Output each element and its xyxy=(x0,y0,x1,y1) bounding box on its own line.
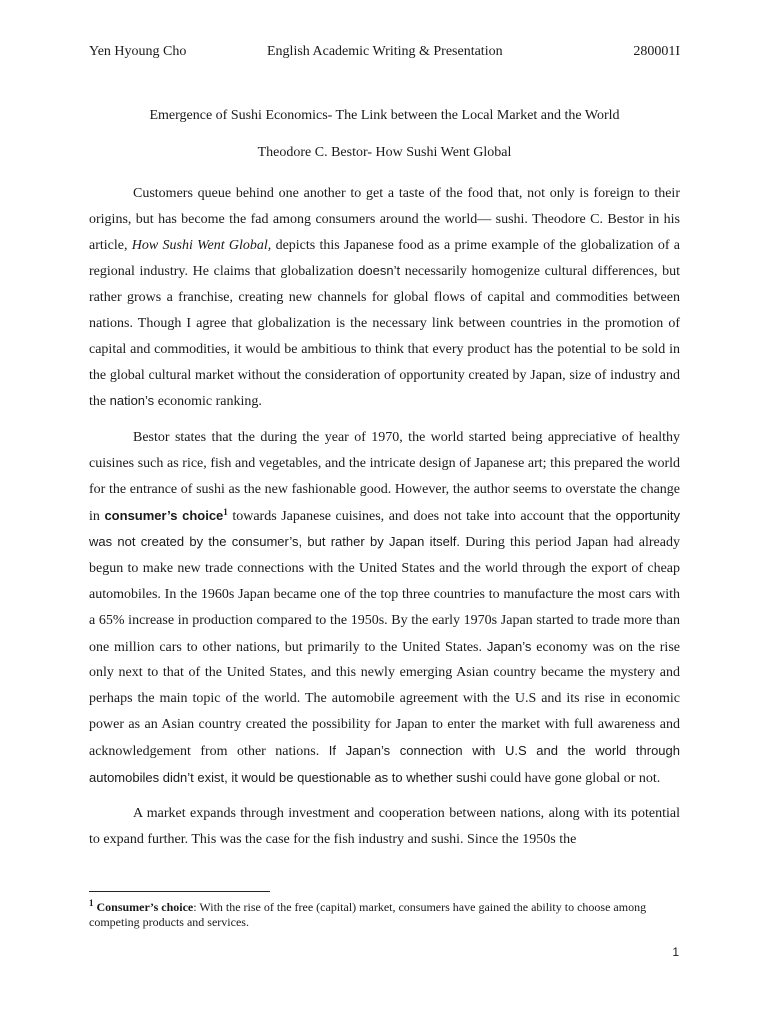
paragraph-2-sans-sentence: opportunity was not created by the consumer’s, but rather by Japan itself. xyxy=(89,507,680,550)
paragraph-2-text: Bestor states that the during the year of 1970, the world started being appreciative of healthy cuisines such as rice, fish and vegetables, and the intricate design of Japanese art; this prepared the world for the entrance of sushi as the new fashionable good. However, the author seems to overstate the change in xyxy=(89,430,680,524)
footnote-term: Consumer’s choice xyxy=(96,900,194,914)
essay-title: Emergence of Sushi Economics- The Link between the Local Market and the World xyxy=(149,108,620,123)
paragraph-2-sans-japans: Japan’s xyxy=(486,638,532,654)
header-course: English Academic Writing & Presentation xyxy=(267,44,503,59)
paragraph-1-text-2: depicts this Japanese food as a prime example of the globalization of a regional industry. He claims that globalization xyxy=(89,237,681,280)
footnote xyxy=(89,900,680,930)
paragraph-1-text-3: necessarily homogenize cultural differences, but rather grows a franchise, creating new channels for global flows of capital and commodities between nations. Though I agree that globalization is the necessary link between countries in the promotion of capital and commodities, it would be ambitious to think that every product has the potential to be sold in the global cultural market without the consideration of opportunity created by Japan, size of industry and the xyxy=(89,264,680,410)
paragraph-2-text-3: During this period Japan had already begun to make new trade connections with the United States and the world through the export of cheap automobiles. In the 1960s Japan became one of the top three countries to manufacture the most cars with a 65% increase in production compared to the 1950s. By the early 1970s Japan started to trade more than one million cars to other nations, but primarily to the United States. xyxy=(89,535,680,655)
paragraph-2-text-2: towards Japanese cuisines, and does not take into account that the xyxy=(227,508,616,524)
footnote-divider xyxy=(89,891,270,892)
paragraph-1-sans-2: nation’s xyxy=(109,393,155,409)
page-number: 1 xyxy=(672,945,679,959)
article-title-italic: How Sushi Went Global, xyxy=(131,237,272,253)
paragraph-1-sans-1: doesn’t xyxy=(358,263,401,279)
essay-body xyxy=(89,181,680,863)
header-student-id: 280001I xyxy=(633,44,680,59)
page-header xyxy=(89,44,680,64)
paragraph-1 xyxy=(89,181,680,415)
footnote-text: : With the rise of the free (capital) market, consumers have gained the ability to choose among competing products and services. xyxy=(89,900,647,929)
footnote-mark: 1 xyxy=(89,898,94,908)
paragraph-2-text-4: economy was on the rise only next to that of the United States, and this newly emerging Asian country became the mystery and perhaps the main topic of the world. The automobile agreement with the U.S and its rise in economic power as an Asian country created the possibility for Japan to enter the market with full awareness and acknowledgement from other nations. xyxy=(89,639,680,759)
paragraph-3 xyxy=(89,801,680,853)
paragraph-1-text-end: economic ranking. xyxy=(154,394,262,410)
paragraph-2 xyxy=(89,425,680,791)
consumers-choice-term: consumer’s choice xyxy=(104,507,224,523)
paragraph-2-sans-ending: If Japan’s connection with U.S and the world through automobiles didn’t exist, it would be questionable as to whether sushi xyxy=(89,742,680,785)
paragraph-2-text-end: could have gone global or not. xyxy=(486,770,661,786)
paragraph-3-text: A market expands through investment and cooperation between nations, along with its potential to expand further. This was the case for the fish industry and sushi. Since the 1950s the xyxy=(89,806,680,848)
footnote-reference: 1 xyxy=(223,506,228,517)
header-author: Yen Hyoung Cho xyxy=(89,44,187,59)
essay-subtitle: Theodore C. Bestor- How Sushi Went Global xyxy=(257,145,512,160)
paragraph-1-text: Customers queue behind one another to get a taste of the food that, not only is foreign to their origins, but has become the fad among consumers around the world— sushi. Theodore C. Bestor in his article, xyxy=(89,186,680,253)
